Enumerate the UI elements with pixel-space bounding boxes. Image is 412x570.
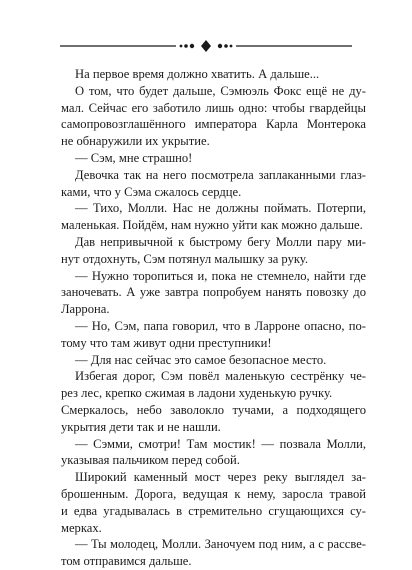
text-line: тому что там живут одни преступники! (61, 335, 272, 350)
text-line: Ларрона. (61, 302, 110, 317)
body-text (61, 66, 366, 570)
text-line: — Ты молодец, Молли. Заночуем под ним, а с рассве- (75, 537, 366, 552)
text-line: ками, что у Сэма сжалось сердце. (61, 184, 242, 199)
text-line: заночевать. А уже завтра попробуем нанять повозку до (61, 285, 366, 300)
text-line: указывая пальчиком перед собой. (61, 453, 240, 468)
text-line: — Нужно торопиться и, пока не стемнело, найти где (75, 268, 366, 283)
text-line: Смеркалось, небо заволокло тучами, а подходящего (61, 402, 366, 417)
text-line: нут отдохнуть, Сэм потянул малышку за руку. (61, 251, 308, 266)
text-line: мал. Сейчас его заботило лишь одно: чтобы гвардейцы (61, 100, 366, 115)
text-line: том отправимся дальше. (61, 554, 192, 569)
text-line: — Сэмми, смотри! Там мостик! — позвала Молли, (75, 436, 366, 451)
text-line: Избегая дорог, Сэм повёл маленькую сестрёнку че- (75, 369, 366, 384)
text-line: не обнаружили их укрытие. (61, 134, 210, 149)
text-line: — Тихо, Молли. Нас не должны поймать. Потерпи, (75, 201, 366, 216)
text-line: брошенным. Дорога, ведущая к нему, заросла травой (61, 486, 366, 501)
text-line: На первое время должно хватить. А дальше... (75, 67, 320, 81)
text-line: мерках. (61, 520, 102, 535)
text-line: и едва угадывалась в стремительно сгущающихся су- (61, 503, 366, 518)
text-line: — Сэм, мне страшно! (75, 150, 193, 165)
text-line: Девочка так на него посмотрела заплаканными глаз- (75, 167, 366, 182)
text-line: рез лес, крепко сжимая в ладони худенькую ручку. (61, 386, 333, 401)
text-line: укрытия дети так и не нашли. (61, 419, 221, 434)
text-line: — Но, Сэм, папа говорил, что в Ларроне опасно, по- (75, 318, 366, 333)
text-line: Широкий каменный мост через реку выглядел за- (75, 470, 366, 485)
decorative-divider-icon (0, 36, 412, 56)
text-line: — Для нас сейчас это самое безопасное место. (75, 352, 327, 367)
text-line: самопровозглашённого императора Карла Монтерока (61, 117, 366, 132)
text-line: маленькая. Пойдём, нам нужно уйти как можно дальше. (61, 218, 363, 233)
text-line: Дав непривычной к быстрому бегу Молли пару ми- (75, 234, 366, 249)
text-line: О том, что будет дальше, Сэмюэль Фокс ещё не ду- (75, 83, 366, 98)
